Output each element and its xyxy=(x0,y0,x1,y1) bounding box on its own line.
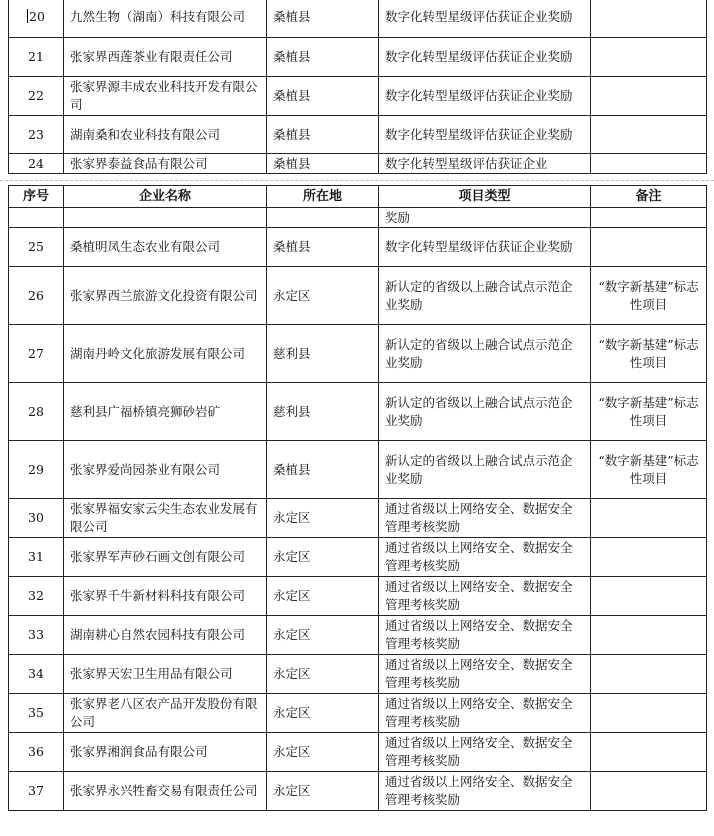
cell-location: 桑植县 xyxy=(267,228,379,267)
header-project-type: 项目类型 xyxy=(379,186,591,208)
cell-location: 永定区 xyxy=(267,655,379,694)
cell-note xyxy=(591,538,707,577)
cell-note: “数字新基建”标志性项目 xyxy=(591,325,707,383)
cell-seq: 21 xyxy=(9,38,64,77)
page-break-divider xyxy=(0,180,714,181)
cell-company: 张家界千牛新材料科技有限公司 xyxy=(64,577,267,616)
cell-project-type: 新认定的省级以上融合试点示范企业奖励 xyxy=(379,267,591,325)
cell-seq: 20 xyxy=(9,0,64,38)
cell-project-type: 通过省级以上网络安全、数据安全管理考核奖励 xyxy=(379,616,591,655)
cell-project-type: 通过省级以上网络安全、数据安全管理考核奖励 xyxy=(379,655,591,694)
header-location: 所在地 xyxy=(267,186,379,208)
cell-location: 桑植县 xyxy=(267,38,379,77)
cell-company: 张家界军声砂石画文创有限公司 xyxy=(64,538,267,577)
cell-company: 张家界西兰旅游文化投资有限公司 xyxy=(64,267,267,325)
header-note: 备注 xyxy=(591,186,707,208)
cell-note xyxy=(591,0,707,38)
cell-seq: 24 xyxy=(9,154,64,174)
table-row xyxy=(9,154,707,174)
cell-project-type: 数字化转型星级评估获证企业奖励 xyxy=(379,77,591,116)
cell-note xyxy=(591,694,707,733)
cell-location: 永定区 xyxy=(267,616,379,655)
cell-project-type: 通过省级以上网络安全、数据安全管理考核奖励 xyxy=(379,577,591,616)
cell-project-type: 通过省级以上网络安全、数据安全管理考核奖励 xyxy=(379,772,591,811)
header-seq: 序号 xyxy=(9,186,64,208)
table-row xyxy=(9,38,707,77)
cell-note: “数字新基建”标志性项目 xyxy=(591,441,707,499)
cell-company: 张家界永兴牲畜交易有限责任公司 xyxy=(64,772,267,811)
cell-note xyxy=(591,228,707,267)
text-cursor xyxy=(27,9,28,23)
cell-company: 湖南丹岭文化旅游发展有限公司 xyxy=(64,325,267,383)
cell-seq: 22 xyxy=(9,77,64,116)
cell-project-type: 通过省级以上网络安全、数据安全管理考核奖励 xyxy=(379,733,591,772)
table-row xyxy=(9,116,707,154)
cell-note xyxy=(591,38,707,77)
cell-location: 桑植县 xyxy=(267,0,379,38)
cell-location: 永定区 xyxy=(267,772,379,811)
cell-location: 桑植县 xyxy=(267,116,379,154)
cell-company: 桑植明凤生态农业有限公司 xyxy=(64,228,267,267)
cell-company xyxy=(64,208,267,228)
cell-note xyxy=(591,499,707,538)
cell-location: 慈利县 xyxy=(267,383,379,441)
header-company: 企业名称 xyxy=(64,186,267,208)
cell-project-type: 数字化转型星级评估获证企业奖励 xyxy=(379,0,591,38)
cell-project-type: 通过省级以上网络安全、数据安全管理考核奖励 xyxy=(379,694,591,733)
cell-location: 桑植县 xyxy=(267,77,379,116)
cell-company: 湖南耕心自然农园科技有限公司 xyxy=(64,616,267,655)
cell-seq: 33 xyxy=(9,616,64,655)
table-row xyxy=(9,772,707,811)
cell-seq: 30 xyxy=(9,499,64,538)
table-page-2 xyxy=(8,185,707,811)
cell-location: 桑植县 xyxy=(267,154,379,174)
table-row xyxy=(9,441,707,499)
table-row xyxy=(9,325,707,383)
cell-project-type: 新认定的省级以上融合试点示范企业奖励 xyxy=(379,383,591,441)
cell-company: 湖南桑和农业科技有限公司 xyxy=(64,116,267,154)
cell-project-type: 通过省级以上网络安全、数据安全管理考核奖励 xyxy=(379,499,591,538)
cell-note xyxy=(591,616,707,655)
table-row xyxy=(9,538,707,577)
cell-note xyxy=(591,116,707,154)
cell-company: 慈利县广福桥镇亮狮砂岩矿 xyxy=(64,383,267,441)
cell-project-type: 新认定的省级以上融合试点示范企业奖励 xyxy=(379,441,591,499)
cell-location: 桑植县 xyxy=(267,441,379,499)
table-page-1 xyxy=(8,0,707,174)
cell-seq: 32 xyxy=(9,577,64,616)
cell-location xyxy=(267,208,379,228)
cell-company: 张家界老八区农产品开发股份有限公司 xyxy=(64,694,267,733)
cell-note xyxy=(591,655,707,694)
cell-seq: 29 xyxy=(9,441,64,499)
cell-location: 永定区 xyxy=(267,267,379,325)
cell-location: 永定区 xyxy=(267,733,379,772)
table-row xyxy=(9,499,707,538)
cell-seq: 28 xyxy=(9,383,64,441)
cell-note xyxy=(591,154,707,174)
cell-company: 张家界福安家云尖生态农业发展有限公司 xyxy=(64,499,267,538)
cell-note xyxy=(591,772,707,811)
cell-note xyxy=(591,733,707,772)
table-row xyxy=(9,208,707,228)
table-row xyxy=(9,733,707,772)
cell-project-type: 通过省级以上网络安全、数据安全管理考核奖励 xyxy=(379,538,591,577)
cell-seq: 35 xyxy=(9,694,64,733)
cell-project-type: 数字化转型星级评估获证企业奖励 xyxy=(379,38,591,77)
cell-note xyxy=(591,577,707,616)
table-row xyxy=(9,383,707,441)
cell-company: 张家界湘润食品有限公司 xyxy=(64,733,267,772)
cell-location: 永定区 xyxy=(267,538,379,577)
cell-note xyxy=(591,77,707,116)
table-row xyxy=(9,228,707,267)
cell-note: “数字新基建”标志性项目 xyxy=(591,383,707,441)
cell-company: 张家界源丰成农业科技开发有限公司 xyxy=(64,77,267,116)
cell-company: 九然生物（湖南）科技有限公司 xyxy=(64,0,267,38)
table-row xyxy=(9,267,707,325)
cell-seq: 31 xyxy=(9,538,64,577)
cell-seq: 27 xyxy=(9,325,64,383)
cell-project-type: 新认定的省级以上融合试点示范企业奖励 xyxy=(379,325,591,383)
cell-location: 永定区 xyxy=(267,694,379,733)
cell-note: “数字新基建”标志性项目 xyxy=(591,267,707,325)
table-row xyxy=(9,655,707,694)
cell-seq: 23 xyxy=(9,116,64,154)
cell-company: 张家界泰益食品有限公司 xyxy=(64,154,267,174)
cell-company: 张家界天宏卫生用品有限公司 xyxy=(64,655,267,694)
cell-project-type: 数字化转型星级评估获证企业奖励 xyxy=(379,116,591,154)
table-row xyxy=(9,0,707,38)
cell-note xyxy=(591,208,707,228)
cell-seq: 26 xyxy=(9,267,64,325)
cell-project-type: 数字化转型星级评估获证企业 xyxy=(379,154,591,174)
table-header-row xyxy=(9,186,707,208)
cell-location: 永定区 xyxy=(267,577,379,616)
cell-seq: 37 xyxy=(9,772,64,811)
cell-project-type: 奖励 xyxy=(379,208,591,228)
cell-seq: 36 xyxy=(9,733,64,772)
table-row xyxy=(9,694,707,733)
cell-company: 张家界爱尚园茶业有限公司 xyxy=(64,441,267,499)
cell-seq: 25 xyxy=(9,228,64,267)
cell-company: 张家界西莲茶业有限责任公司 xyxy=(64,38,267,77)
cell-seq: 34 xyxy=(9,655,64,694)
table-row xyxy=(9,77,707,116)
cell-location: 慈利县 xyxy=(267,325,379,383)
cell-location: 永定区 xyxy=(267,499,379,538)
table-row xyxy=(9,616,707,655)
table-row xyxy=(9,577,707,616)
cell-project-type: 数字化转型星级评估获证企业奖励 xyxy=(379,228,591,267)
cell-seq xyxy=(9,208,64,228)
